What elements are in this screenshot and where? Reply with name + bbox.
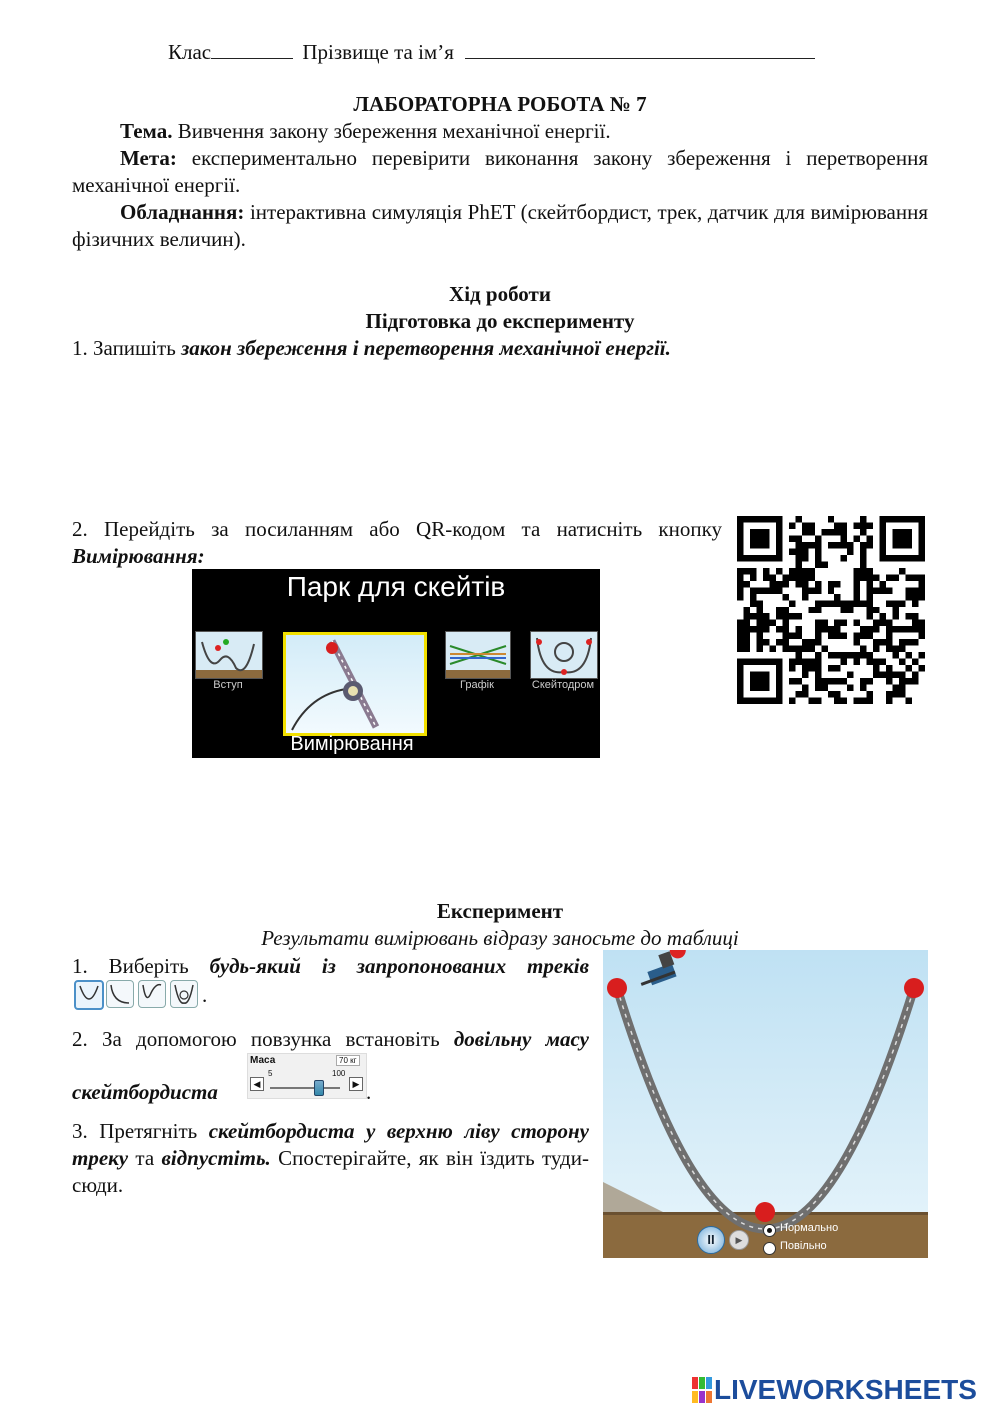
step-button[interactable]: ▶	[729, 1230, 749, 1250]
page-title: ЛАБОРАТОРНА РОБОТА № 7	[353, 92, 647, 116]
mass-min: 5	[268, 1069, 273, 1078]
exp-step-2-emphasis-1: довільну масу	[453, 1027, 589, 1051]
track-u-button[interactable]	[74, 980, 104, 1010]
topic-label: Тема.	[120, 119, 173, 143]
skate-track-simulation	[603, 950, 928, 1258]
u-track-scene	[603, 950, 928, 1258]
liveworksheets-logo	[692, 1375, 977, 1405]
exp-step-2-suffix: .	[366, 1080, 372, 1104]
mass-increase-button[interactable]: ▶	[349, 1077, 363, 1091]
speed-normal-radio[interactable]	[763, 1224, 776, 1237]
phet-measure-label: Вимірювання	[290, 733, 414, 755]
qr-code-image	[737, 516, 925, 704]
exp-step-2-prefix: 2. За допомогою повзунка встановіть	[72, 1027, 454, 1051]
w-track-icon	[139, 981, 165, 1007]
equipment-label: Обладнання:	[120, 200, 245, 224]
exp-step-3-middle: та	[128, 1146, 162, 1170]
procedure-heading: Хід роботи	[449, 282, 551, 306]
loop-track-icon	[171, 981, 197, 1007]
phet-graph-thumb[interactable]	[445, 631, 511, 679]
phet-measure-thumb[interactable]	[283, 632, 427, 736]
intro-track-icon	[196, 632, 262, 678]
speed-slow-label: Повільно	[780, 1240, 827, 1252]
prep-step-1-emphasis: закон збереження і перетворення механічної енергії.	[181, 336, 671, 360]
speed-normal-label: Нормально	[780, 1222, 839, 1234]
exp-step-2-emphasis-2: скейтбордиста	[72, 1080, 218, 1104]
graph-icon	[446, 632, 510, 678]
exp-step-3	[72, 1118, 589, 1199]
track-selector	[74, 980, 214, 1010]
exp-step-2	[72, 1026, 589, 1053]
playground-icon	[531, 632, 597, 678]
phet-menu-title: Парк для скейтів	[286, 571, 506, 602]
phet-playground-label: Скейтодром	[531, 679, 595, 691]
name-field[interactable]	[465, 38, 815, 59]
goal-text: експериментально перевірити виконання закону збереження і перетворення механічної енергії.	[72, 146, 928, 197]
track-w-button[interactable]	[138, 980, 166, 1008]
experiment-note: Результати вимірювань відразу заносьте до таблиці	[261, 926, 739, 950]
prep-step-2-emphasis: Вимірювання:	[72, 544, 205, 568]
phet-menu-screenshot	[192, 569, 600, 758]
class-field[interactable]	[211, 38, 293, 59]
prep-step-1-prefix: 1. Запишіть	[72, 336, 182, 360]
phet-graph-label: Графік	[460, 679, 494, 691]
track-slope-button[interactable]	[106, 980, 134, 1008]
mass-label: Маса	[250, 1055, 276, 1066]
topic-paragraph	[72, 118, 928, 145]
exp-step-1-prefix: 1. Виберіть	[72, 954, 210, 978]
track-loop-button[interactable]	[170, 980, 198, 1008]
topic-text: Вивчення закону збереження механічної енергії.	[172, 119, 611, 143]
equipment-paragraph	[72, 199, 928, 253]
exp-step-3-prefix: 3. Претягніть	[72, 1119, 209, 1143]
track-control-point-bottom	[755, 1202, 775, 1222]
mass-slider-panel	[247, 1053, 367, 1099]
prep-step-2-prefix: 2. Перейдіть за посиланням або QR-кодом та натисніть кнопку	[72, 517, 722, 541]
mass-decrease-button[interactable]: ◀	[250, 1077, 264, 1091]
phet-intro-label: Вступ	[213, 679, 243, 691]
track-control-point-left	[607, 978, 627, 998]
prep-heading: Підготовка до експерименту	[365, 309, 635, 333]
phet-intro-thumb[interactable]	[195, 631, 263, 679]
class-label: Клас	[168, 40, 212, 64]
goal-paragraph	[72, 145, 928, 199]
exp-step-3-emphasis-1: скейтбордиста у верхню ліву сторону треку	[72, 1119, 589, 1170]
pause-button[interactable]: II	[697, 1226, 725, 1254]
header-line	[168, 38, 815, 66]
name-label: Прізвище та ім’я	[302, 40, 454, 64]
measure-tool-icon	[286, 635, 424, 733]
experiment-heading: Експеримент	[436, 899, 564, 923]
exp-step-1-suffix: .	[202, 983, 208, 1007]
mass-value: 70 кг	[336, 1055, 360, 1066]
prep-step-1-answer-area[interactable]	[72, 365, 928, 505]
speed-slow-radio[interactable]	[763, 1242, 776, 1255]
track-control-point-right	[904, 978, 924, 998]
mass-slider-track[interactable]	[270, 1087, 340, 1089]
mass-slider-thumb[interactable]	[314, 1080, 324, 1096]
liveworksheets-logo-text: LIVEWORKSHEETS	[714, 1374, 977, 1405]
exp-step-3-suffix: Спостерігайте, як він їздить туди-сюди.	[72, 1146, 589, 1197]
exp-step-3-emphasis-2: відпустіть.	[161, 1146, 271, 1170]
slope-track-icon	[107, 981, 133, 1007]
u-track-icon	[76, 982, 102, 1008]
qr-code-icon[interactable]	[737, 516, 925, 704]
equipment-text: інтерактивна симуляція PhET (скейтбордист, трек, датчик для вимірювання фізичних величин).	[72, 200, 928, 251]
mass-max: 100	[332, 1069, 346, 1078]
exp-step-1	[72, 953, 589, 980]
goal-label: Мета:	[120, 146, 177, 170]
liveworksheets-logo-icon	[692, 1377, 712, 1403]
exp-step-1-emphasis: будь-який із запропонованих треків	[209, 954, 589, 978]
phet-playground-thumb[interactable]	[530, 631, 598, 679]
prep-step-1	[72, 335, 928, 362]
prep-step-2	[72, 516, 722, 570]
